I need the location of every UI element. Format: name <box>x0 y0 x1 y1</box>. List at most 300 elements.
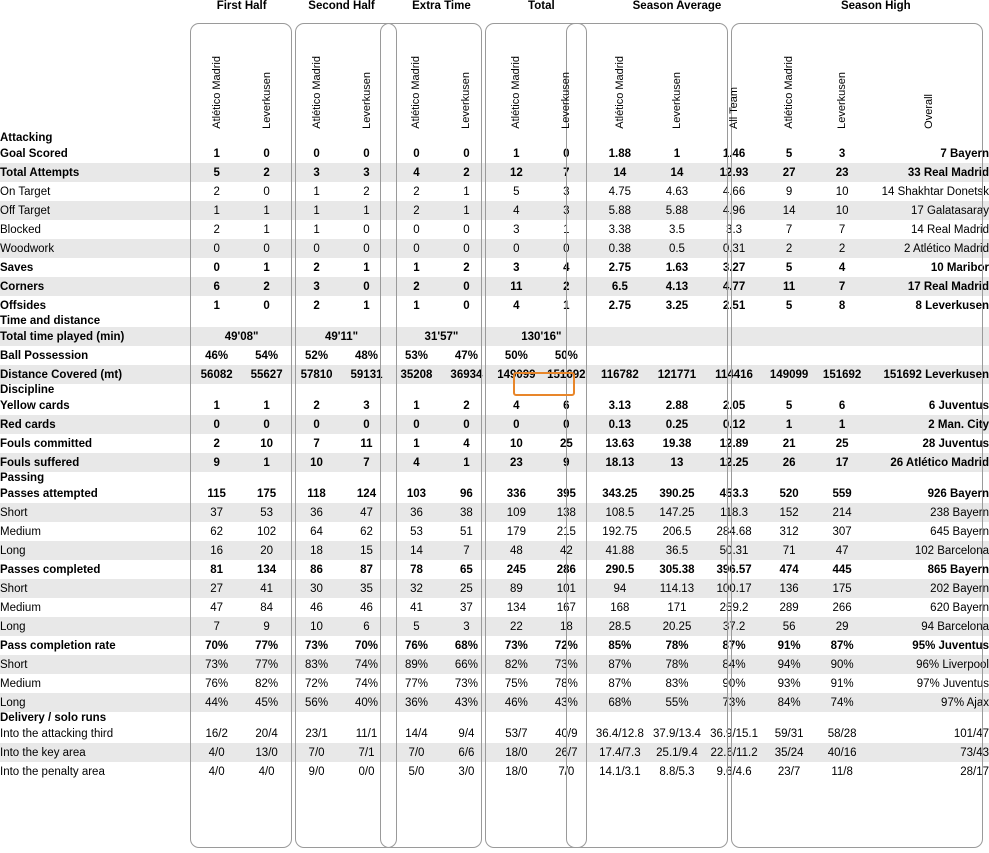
col-header <box>441 12 491 132</box>
row-label: Short <box>0 579 192 598</box>
cell-value: 0 <box>441 220 491 239</box>
cell-value: 171 <box>648 598 705 617</box>
col-header <box>763 12 816 132</box>
cell-value: 192.75 <box>591 522 648 541</box>
cell-overall: 28 Juventus <box>869 434 989 453</box>
cell-value: 14 <box>391 541 441 560</box>
cell-overall: 238 Bayern <box>869 503 989 522</box>
cell-value: 9 <box>541 453 591 472</box>
cell-value: 2.75 <box>591 258 648 277</box>
cell-value: 6 <box>541 396 591 415</box>
cell-value: 4.77 <box>706 277 763 296</box>
cell-value: 2 <box>192 182 242 201</box>
cell-value: 2.51 <box>706 296 763 315</box>
table-row <box>0 636 989 655</box>
row-label: Distance Covered (mt) <box>0 365 192 384</box>
cell-value: 73% <box>441 674 491 693</box>
cell-value: 0 <box>441 239 491 258</box>
cell-value: 59/31 <box>763 724 816 743</box>
cell-value: 55% <box>648 693 705 712</box>
cell-value: 36% <box>391 693 441 712</box>
cell-value: 55627 <box>242 365 292 384</box>
cell-value: 2.88 <box>648 396 705 415</box>
cell-value: 11/8 <box>816 762 869 781</box>
cell-value: 53/7 <box>491 724 541 743</box>
cell-value: 0 <box>491 415 541 434</box>
cell-value: 68% <box>441 636 491 655</box>
cell-value: 2 <box>192 220 242 239</box>
cell-value: 77% <box>242 636 292 655</box>
cell-value: 1 <box>541 296 591 315</box>
stats-body <box>0 132 989 781</box>
cell-value: 10 <box>242 434 292 453</box>
cell-value: 91% <box>763 636 816 655</box>
cell-value: 2 <box>441 396 491 415</box>
cell-value: 2 <box>391 201 441 220</box>
cell-value: 12.93 <box>706 163 763 182</box>
section-title: Discipline <box>0 384 989 396</box>
col-header-label: Atlético Madrid <box>410 56 423 129</box>
cell-value: 82% <box>242 674 292 693</box>
section-title: Attacking <box>0 132 989 144</box>
table-row <box>0 239 989 258</box>
table-row <box>0 484 989 503</box>
row-label: Total time played (min) <box>0 327 192 346</box>
cell-value: 71 <box>763 541 816 560</box>
cell-value: 72% <box>541 636 591 655</box>
cell-value: 0 <box>292 144 342 163</box>
cell-value: 14/4 <box>391 724 441 743</box>
row-label: Goal Scored <box>0 144 192 163</box>
cell-value: 7 <box>816 277 869 296</box>
cell-value: 76% <box>391 636 441 655</box>
cell-value: 10 <box>816 182 869 201</box>
cell-value: 40/9 <box>541 724 591 743</box>
cell-value: 1 <box>242 201 292 220</box>
cell-value: 89% <box>391 655 441 674</box>
cell-value: 0 <box>391 144 441 163</box>
cell-value: 7 <box>816 220 869 239</box>
cell-value: 35 <box>342 579 392 598</box>
cell-value: 0 <box>541 239 591 258</box>
col-header-label: Leverkusen <box>836 72 849 129</box>
cell-value: 2 <box>292 258 342 277</box>
cell-value: 1 <box>292 220 342 239</box>
cell-value: 65 <box>441 560 491 579</box>
corner-blank <box>0 0 192 12</box>
cell-value: 1 <box>242 453 292 472</box>
cell-value: 22 <box>491 617 541 636</box>
cell-value: 0 <box>342 220 392 239</box>
cell-value: 6 <box>816 396 869 415</box>
cell-value: 96 <box>441 484 491 503</box>
cell-value: 51 <box>441 522 491 541</box>
cell-value: 0 <box>441 296 491 315</box>
cell-value: 14 <box>591 163 648 182</box>
cell-value: 91% <box>816 674 869 693</box>
cell-value: 1 <box>816 415 869 434</box>
cell-value: 115 <box>192 484 242 503</box>
cell-value: 0 <box>491 239 541 258</box>
row-label: Long <box>0 693 192 712</box>
table-row <box>0 598 989 617</box>
cell-value: 3 <box>491 258 541 277</box>
cell-value: 3 <box>541 182 591 201</box>
group-header-row <box>0 0 989 12</box>
cell-overall: 6 Juventus <box>869 396 989 415</box>
cell-value: 1 <box>391 396 441 415</box>
section-header-row <box>0 315 989 327</box>
cell-value: 4 <box>391 453 441 472</box>
cell-value: 0.25 <box>648 415 705 434</box>
cell-value: 175 <box>816 579 869 598</box>
cell-value: 4 <box>541 258 591 277</box>
cell-value: 15 <box>342 541 392 560</box>
table-row <box>0 346 989 365</box>
cell-value: 73% <box>706 693 763 712</box>
cell-value: 52% <box>292 346 342 365</box>
cell-value: 25 <box>441 579 491 598</box>
cell-value: 50% <box>541 346 591 365</box>
cell-value: 1 <box>342 258 392 277</box>
cell-overall: 7 Bayern <box>869 144 989 163</box>
cell-value: 1 <box>242 220 292 239</box>
cell-value: 2 <box>292 396 342 415</box>
cell-value: 13/0 <box>242 743 292 762</box>
cell-value: 0 <box>242 144 292 163</box>
table-row <box>0 724 989 743</box>
cell-overall: 94 Barcelona <box>869 617 989 636</box>
cell-value: 70% <box>342 636 392 655</box>
table-row <box>0 743 989 762</box>
cell-value: 0 <box>342 144 392 163</box>
cell-value: 87% <box>591 674 648 693</box>
cell-value <box>816 346 869 365</box>
cell-value: 66% <box>441 655 491 674</box>
cell-value: 0 <box>541 144 591 163</box>
cell-value: 206.5 <box>648 522 705 541</box>
group-second-half: Second Half <box>308 0 375 12</box>
cell-value: 1 <box>242 396 292 415</box>
cell-value: 215 <box>541 522 591 541</box>
cell-value: 3 <box>441 617 491 636</box>
group-total: Total <box>528 0 555 12</box>
row-label: Into the penalty area <box>0 762 192 781</box>
cell-value: 10 <box>816 201 869 220</box>
cell-value: 10 <box>292 617 342 636</box>
cell-value: 85% <box>591 636 648 655</box>
cell-value: 1 <box>541 220 591 239</box>
cell-value: 30 <box>292 579 342 598</box>
cell-value: 149099 <box>763 365 816 384</box>
cell-value: 70% <box>192 636 242 655</box>
cell-value: 0/0 <box>342 762 392 781</box>
cell-value: 48% <box>342 346 392 365</box>
cell-value: 27 <box>192 579 242 598</box>
col-header <box>391 12 441 132</box>
cell-value: 7/0 <box>292 743 342 762</box>
cell-value: 18/0 <box>491 743 541 762</box>
cell-value: 46% <box>192 346 242 365</box>
row-label: Into the attacking third <box>0 724 192 743</box>
cell-value: 390.25 <box>648 484 705 503</box>
col-header <box>816 12 869 132</box>
cell-overall: 8 Leverkusen <box>869 296 989 315</box>
cell-value: 2 <box>816 239 869 258</box>
cell-value: 37 <box>441 598 491 617</box>
cell-value: 36 <box>292 503 342 522</box>
cell-value: 47 <box>192 598 242 617</box>
row-label: Yellow cards <box>0 396 192 415</box>
cell-value: 151692 <box>541 365 591 384</box>
col-header <box>591 12 648 132</box>
cell-value: 64 <box>292 522 342 541</box>
cell-value: 11 <box>491 277 541 296</box>
cell-value: 41 <box>242 579 292 598</box>
cell-value: 3 <box>541 201 591 220</box>
cell-value: 103 <box>391 484 441 503</box>
cell-value: 17.4/7.3 <box>591 743 648 762</box>
cell-value: 74% <box>816 693 869 712</box>
cell-value: 17 <box>816 453 869 472</box>
table-row <box>0 522 989 541</box>
table-row <box>0 674 989 693</box>
section-title: Passing <box>0 472 989 484</box>
row-label: Long <box>0 541 192 560</box>
cell-value: 11 <box>342 434 392 453</box>
cell-value: 1 <box>441 201 491 220</box>
cell-value: 1 <box>192 144 242 163</box>
cell-value: 1.88 <box>591 144 648 163</box>
cell-overall: 28/17 <box>869 762 989 781</box>
cell-value: 93% <box>763 674 816 693</box>
cell-value: 284.68 <box>706 522 763 541</box>
table-row <box>0 396 989 415</box>
cell-value: 152 <box>763 503 816 522</box>
col-header <box>192 12 242 132</box>
cell-value: 77% <box>391 674 441 693</box>
cell-value: 2.75 <box>591 296 648 315</box>
cell-value: 10 <box>491 434 541 453</box>
cell-value: 305.38 <box>648 560 705 579</box>
cell-value: 2 <box>342 182 392 201</box>
cell-value: 18 <box>541 617 591 636</box>
cell-overall <box>869 346 989 365</box>
cell-value: 29 <box>816 617 869 636</box>
cell-value: 289 <box>763 598 816 617</box>
cell-value: 14 <box>763 201 816 220</box>
cell-value: 62 <box>342 522 392 541</box>
row-label: Offsides <box>0 296 192 315</box>
cell-empty <box>591 327 989 346</box>
cell-value: 134 <box>242 560 292 579</box>
cell-value: 7/0 <box>541 762 591 781</box>
cell-value: 102 <box>242 522 292 541</box>
cell-value: 57810 <box>292 365 342 384</box>
cell-value: 2 <box>441 258 491 277</box>
table-row <box>0 655 989 674</box>
cell-value: 8 <box>816 296 869 315</box>
table-row <box>0 617 989 636</box>
table-row <box>0 258 989 277</box>
cell-value: 73% <box>192 655 242 674</box>
row-label: Fouls committed <box>0 434 192 453</box>
section-title: Time and distance <box>0 315 989 327</box>
cell-value: 1.46 <box>706 144 763 163</box>
cell-merged: 31'57" <box>391 327 491 346</box>
cell-value: 266 <box>816 598 869 617</box>
cell-value: 290.5 <box>591 560 648 579</box>
cell-value: 78% <box>648 655 705 674</box>
cell-value: 7 <box>763 220 816 239</box>
cell-value: 11/1 <box>342 724 392 743</box>
group-first-half: First Half <box>216 0 267 12</box>
row-label: On Target <box>0 182 192 201</box>
group-extra-time: Extra Time <box>412 0 471 12</box>
cell-value: 5 <box>763 396 816 415</box>
cell-overall: 102 Barcelona <box>869 541 989 560</box>
cell-value: 175 <box>242 484 292 503</box>
cell-overall: 620 Bayern <box>869 598 989 617</box>
col-header-label: Overall <box>922 94 935 129</box>
cell-value: 1 <box>292 201 342 220</box>
cell-value: 3 <box>342 396 392 415</box>
row-label: Woodwork <box>0 239 192 258</box>
cell-value: 4.96 <box>706 201 763 220</box>
cell-value: 7 <box>192 617 242 636</box>
cell-value: 53 <box>242 503 292 522</box>
cell-value: 53% <box>391 346 441 365</box>
cell-value: 18/0 <box>491 762 541 781</box>
cell-value: 42 <box>541 541 591 560</box>
cell-value: 78% <box>541 674 591 693</box>
cell-value: 11 <box>763 277 816 296</box>
cell-value: 37.9/13.4 <box>648 724 705 743</box>
cell-value: 38 <box>441 503 491 522</box>
col-header-label: Leverkusen <box>560 72 573 129</box>
cell-value: 1 <box>648 144 705 163</box>
cell-value: 2 <box>763 239 816 258</box>
cell-value: 23 <box>816 163 869 182</box>
cell-overall: 17 Galatasaray <box>869 201 989 220</box>
cell-value: 76% <box>192 674 242 693</box>
cell-value: 7 <box>441 541 491 560</box>
cell-value: 78 <box>391 560 441 579</box>
cell-value: 9 <box>242 617 292 636</box>
table-row <box>0 560 989 579</box>
table-row <box>0 453 989 472</box>
cell-value: 4.66 <box>706 182 763 201</box>
cell-value: 82% <box>491 655 541 674</box>
cell-value: 3.5 <box>648 220 705 239</box>
cell-value: 2 <box>242 163 292 182</box>
cell-value: 7/1 <box>342 743 392 762</box>
cell-value: 2 <box>541 277 591 296</box>
col-header-label: Leverkusen <box>670 72 683 129</box>
cell-value: 4/0 <box>192 762 242 781</box>
row-label: Fouls suffered <box>0 453 192 472</box>
cell-value: 62 <box>192 522 242 541</box>
cell-value: 0 <box>192 415 242 434</box>
table-row <box>0 327 989 346</box>
cell-value: 53 <box>391 522 441 541</box>
cell-value: 58/28 <box>816 724 869 743</box>
cell-value: 2 <box>391 277 441 296</box>
cell-value: 0 <box>192 258 242 277</box>
cell-value: 37.2 <box>706 617 763 636</box>
cell-value: 124 <box>342 484 392 503</box>
table-row <box>0 277 989 296</box>
cell-value: 121771 <box>648 365 705 384</box>
col-header-label: Leverkusen <box>460 72 473 129</box>
cell-value: 3 <box>342 163 392 182</box>
cell-value: 1.63 <box>648 258 705 277</box>
cell-merged: 49'08" <box>192 327 292 346</box>
cell-value: 43% <box>541 693 591 712</box>
cell-value: 3 <box>292 163 342 182</box>
cell-value: 83% <box>292 655 342 674</box>
cell-value: 6 <box>342 617 392 636</box>
cell-value: 0.38 <box>591 239 648 258</box>
cell-value: 3.27 <box>706 258 763 277</box>
row-label: Total Attempts <box>0 163 192 182</box>
cell-value: 84% <box>763 693 816 712</box>
cell-value: 0.12 <box>706 415 763 434</box>
cell-value: 46 <box>342 598 392 617</box>
cell-value: 114.13 <box>648 579 705 598</box>
table-row <box>0 296 989 315</box>
cell-value: 84% <box>706 655 763 674</box>
cell-value: 138 <box>541 503 591 522</box>
cell-value: 0 <box>391 220 441 239</box>
cell-value: 0 <box>441 277 491 296</box>
cell-value: 336 <box>491 484 541 503</box>
cell-value: 0 <box>242 239 292 258</box>
cell-value: 4 <box>816 258 869 277</box>
cell-overall: 865 Bayern <box>869 560 989 579</box>
cell-value: 36.5 <box>648 541 705 560</box>
group-season-average: Season Average <box>632 0 722 12</box>
cell-value <box>763 346 816 365</box>
cell-value: 0 <box>342 277 392 296</box>
cell-value: 10 <box>292 453 342 472</box>
cell-value: 21 <box>763 434 816 453</box>
cell-value: 4/0 <box>242 762 292 781</box>
cell-value: 90% <box>816 655 869 674</box>
table-row <box>0 163 989 182</box>
cell-value: 1 <box>391 258 441 277</box>
cell-value: 4 <box>441 434 491 453</box>
col-header-label: Atlético Madrid <box>210 56 223 129</box>
row-label: Medium <box>0 674 192 693</box>
cell-value: 6 <box>192 277 242 296</box>
cell-value: 1 <box>192 396 242 415</box>
cell-value: 0 <box>391 415 441 434</box>
cell-value: 41.88 <box>591 541 648 560</box>
cell-value: 83% <box>648 674 705 693</box>
col-header <box>648 12 705 132</box>
column-header-row <box>0 12 989 132</box>
row-label: Ball Possession <box>0 346 192 365</box>
cell-value: 78% <box>648 636 705 655</box>
cell-value: 13 <box>648 453 705 472</box>
table-row <box>0 503 989 522</box>
row-label: Off Target <box>0 201 192 220</box>
cell-value: 89 <box>491 579 541 598</box>
cell-value: 474 <box>763 560 816 579</box>
cell-value: 0 <box>242 415 292 434</box>
cell-value: 94 <box>591 579 648 598</box>
